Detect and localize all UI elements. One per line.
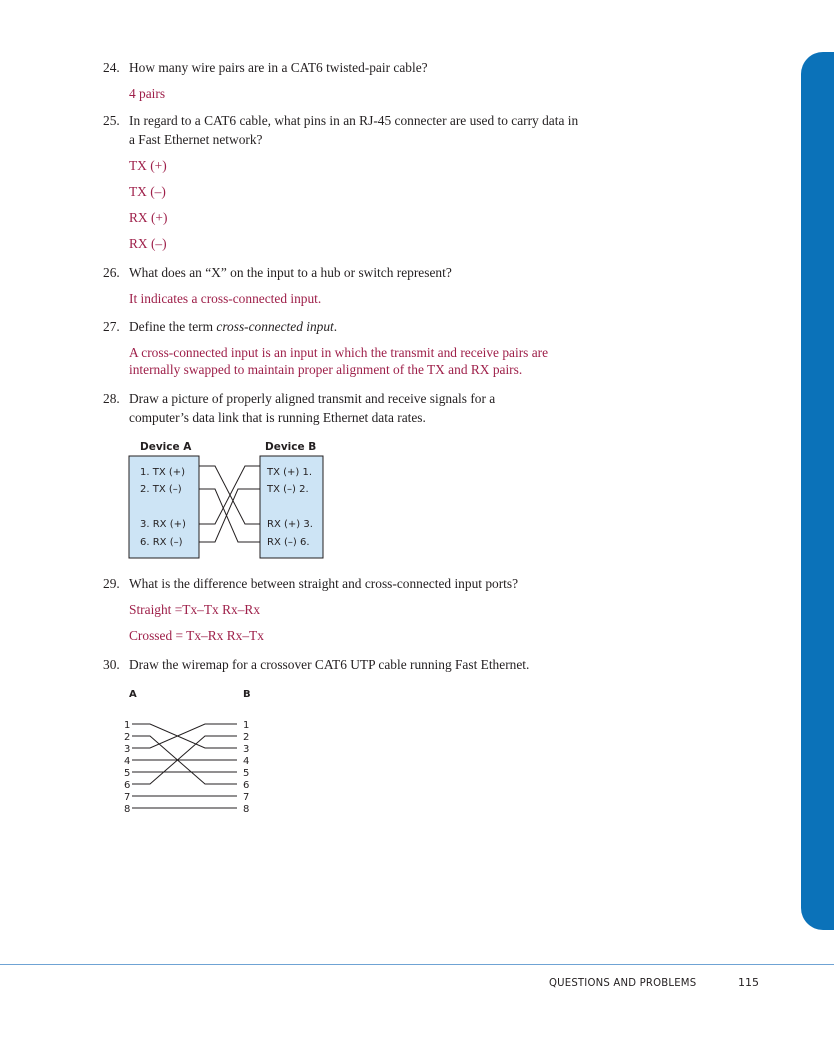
- page-number: 115: [738, 976, 759, 989]
- question-text: Draw a picture of properly aligned transmit and receive signals for a computer’s data link that is running Ethernet data rates.: [129, 391, 496, 425]
- b-pin-number: 3: [243, 744, 250, 755]
- a-pin-number: 8: [124, 804, 131, 815]
- question-number: 30.: [103, 657, 120, 672]
- end-b-label: B: [243, 689, 251, 700]
- wiremap-lines: [132, 724, 237, 808]
- b-pin-number: 2: [243, 732, 250, 743]
- question-text-emphasis: cross-connected input: [216, 319, 334, 334]
- crossover-wires: [199, 466, 260, 542]
- question-text-post: .: [333, 319, 338, 334]
- tx-rx-alignment-diagram: [120, 432, 340, 564]
- question-text: [129, 317, 589, 336]
- question-text: What does an “X” on the input to a hub or switch represent?: [129, 265, 452, 280]
- question-29: [103, 574, 519, 593]
- footer-section-title: QUESTIONS AND PROBLEMS: [549, 976, 697, 989]
- device-a-pin: 6. RX (–): [140, 537, 183, 548]
- a-pin-number: 4: [124, 756, 131, 767]
- b-pin-number: 8: [243, 804, 250, 815]
- crossover-wiremap-diagram: [110, 684, 260, 834]
- question-25: [103, 111, 579, 147]
- question-text: How many wire pairs are in a CAT6 twisted-pair cable?: [129, 60, 428, 75]
- wire-rx-plus: [199, 466, 260, 524]
- answer-25-3: RX (+): [129, 210, 168, 225]
- device-b-label: Device B: [265, 441, 317, 453]
- question-number: 28.: [103, 391, 120, 406]
- question-24: [103, 58, 428, 77]
- question-number: 29.: [103, 576, 120, 591]
- device-a-label: Device A: [140, 441, 192, 453]
- b-pin-number: 6: [243, 780, 250, 791]
- question-number: 25.: [103, 113, 120, 128]
- answer-26: It indicates a cross-connected input.: [129, 291, 322, 306]
- footer-rule: [0, 964, 834, 965]
- question-number: 26.: [103, 265, 120, 280]
- answer-24: 4 pairs: [129, 86, 166, 101]
- question-text: Draw the wiremap for a crossover CAT6 UTP cable running Fast Ethernet.: [129, 657, 530, 672]
- b-pin-labels: [243, 720, 249, 815]
- end-a-label: A: [129, 689, 137, 700]
- device-b-pin: TX (+) 1.: [267, 467, 313, 478]
- device-b-pin: RX (+) 3.: [267, 519, 313, 530]
- a-pin-number: 7: [124, 792, 131, 803]
- answer-27: A cross-connected input is an input in which the transmit and receive pairs are internally swapped to maintain proper alignment of the TX and RX pairs.: [129, 345, 549, 377]
- device-a-pin: 1. TX (+): [140, 467, 186, 478]
- answer-25-4: RX (–): [129, 236, 167, 251]
- question-text: In regard to a CAT6 cable, what pins in an RJ-45 connecter are used to carry data in a Fast Ethernet network?: [129, 113, 579, 147]
- answer-25-2: TX (–): [129, 184, 166, 199]
- a-pin-labels: [124, 720, 130, 815]
- answer-25-1: TX (+): [129, 158, 167, 173]
- b-pin-number: 1: [243, 720, 250, 731]
- question-28: [103, 389, 496, 425]
- b-pin-number: 4: [243, 756, 250, 767]
- a-pin-number: 3: [124, 744, 131, 755]
- question-30: [103, 655, 530, 674]
- question-27: [103, 317, 338, 336]
- device-b-pin: TX (–) 2.: [267, 484, 309, 495]
- device-b-pin: RX (–) 6.: [267, 537, 310, 548]
- a-pin-number: 5: [124, 768, 131, 779]
- question-26: [103, 263, 452, 282]
- question-text-pre: Define the term: [129, 319, 217, 334]
- a-pin-number: 1: [124, 720, 131, 731]
- chapter-side-tab: [801, 52, 834, 930]
- question-number: 27.: [103, 319, 120, 334]
- question-number: 24.: [103, 60, 120, 75]
- answer-29-straight: Straight =Tx–Tx Rx–Rx: [129, 602, 261, 617]
- question-text: What is the difference between straight and cross-connected input ports?: [129, 576, 519, 591]
- b-pin-number: 5: [243, 768, 250, 779]
- a-pin-number: 2: [124, 732, 131, 743]
- device-a-pin: 3. RX (+): [140, 519, 186, 530]
- device-a-pin: 2. TX (–): [140, 484, 182, 495]
- answer-29-crossed: Crossed = Tx–Rx Rx–Tx: [129, 628, 264, 643]
- b-pin-number: 7: [243, 792, 250, 803]
- a-pin-number: 6: [124, 780, 131, 791]
